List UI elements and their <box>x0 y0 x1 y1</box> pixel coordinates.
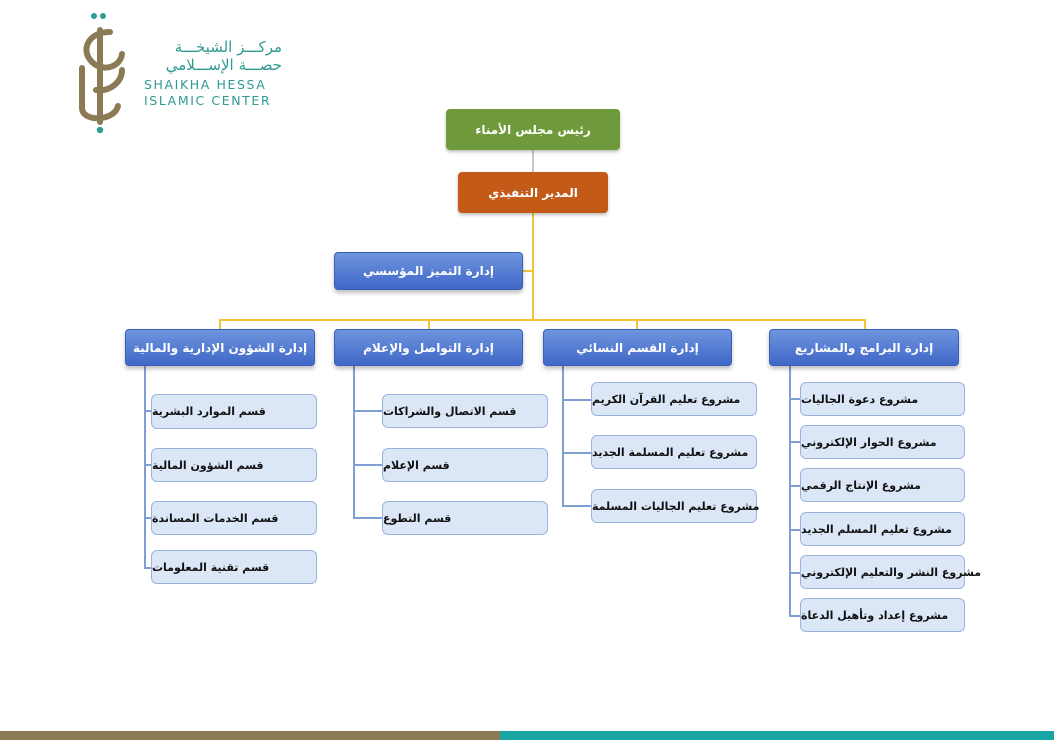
footer-bar-left <box>0 731 500 740</box>
logo-english-line2: ISLAMIC CENTER <box>144 93 272 108</box>
section-box: مشروع تعليم الجاليات المسلمة <box>591 489 757 523</box>
connector-dept3-spine <box>562 366 564 506</box>
connector-dept4-sub2 <box>789 441 800 443</box>
section-box: مشروع الإنتاج الرقمي <box>800 468 965 502</box>
section-box: مشروع النشر والتعليم الإلكتروني <box>800 555 965 589</box>
section-box: مشروع تعليم المسلمة الجديد <box>591 435 757 469</box>
executive-director-box: المدير التنفيذي <box>458 172 608 213</box>
section-box: مشروع الحوار الإلكتروني <box>800 425 965 459</box>
section-box: قسم التطوع <box>382 501 548 535</box>
section-box: قسم الاتصال والشراكات <box>382 394 548 428</box>
logo-arabic-line2: حصـــة الإســـلامي <box>165 56 282 74</box>
connector-dept3-sub1 <box>562 399 591 401</box>
section-box: مشروع تعليم المسلم الجديد <box>800 512 965 546</box>
dept-admin-finance: إدارة الشؤون الإدارية والمالية <box>125 329 315 366</box>
connector-dept2-sub1 <box>353 410 382 412</box>
connector-departments-bus <box>219 319 866 321</box>
connector-dept2-spine <box>353 366 355 518</box>
connector-dept4-sub5 <box>789 572 800 574</box>
connector-trunk <box>532 213 534 320</box>
connector-dept4-spine <box>789 366 791 616</box>
excellence-dept-box: إدارة التميز المؤسسي <box>334 252 523 290</box>
dept-programs-projects: إدارة البرامج والمشاريع <box>769 329 959 366</box>
logo-arabic-line1: مركـــز الشيخـــة <box>174 38 282 56</box>
section-box: مشروع تعليم القرآن الكريم <box>591 382 757 416</box>
section-box: قسم الخدمات المساندة <box>151 501 317 535</box>
section-box: مشروع دعوة الجاليات <box>800 382 965 416</box>
board-chair-box: رئيس مجلس الأمناء <box>446 109 620 150</box>
connector-dept3-sub2 <box>562 452 591 454</box>
footer-bar-right <box>500 731 1054 740</box>
connector-dept4-sub1 <box>789 398 800 400</box>
connector-dept4-sub6 <box>789 615 800 617</box>
connector-dept2-sub2 <box>353 464 382 466</box>
dept-communication-media: إدارة التواصل والإعلام <box>334 329 523 366</box>
connector-chair-director <box>532 150 534 172</box>
section-box: مشروع إعداد وتأهيل الدعاة <box>800 598 965 632</box>
section-box: قسم الموارد البشرية <box>151 394 317 429</box>
connector-excellence <box>522 270 533 272</box>
connector-dept1-spine <box>144 366 146 568</box>
connector-dept2-sub3 <box>353 517 382 519</box>
dept-women-section: إدارة القسم النسائي <box>543 329 732 366</box>
logo-emblem-icon <box>70 10 140 135</box>
connector-dept4-sub3 <box>789 485 800 487</box>
section-box: قسم تقنية المعلومات <box>151 550 317 584</box>
connector-dept3-sub3 <box>562 505 591 507</box>
logo-english-line1: SHAIKHA HESSA <box>144 77 267 92</box>
section-box: قسم الشؤون المالية <box>151 448 317 482</box>
center-logo <box>70 10 300 135</box>
connector-dept4-sub4 <box>789 529 800 531</box>
section-box: قسم الإعلام <box>382 448 548 482</box>
